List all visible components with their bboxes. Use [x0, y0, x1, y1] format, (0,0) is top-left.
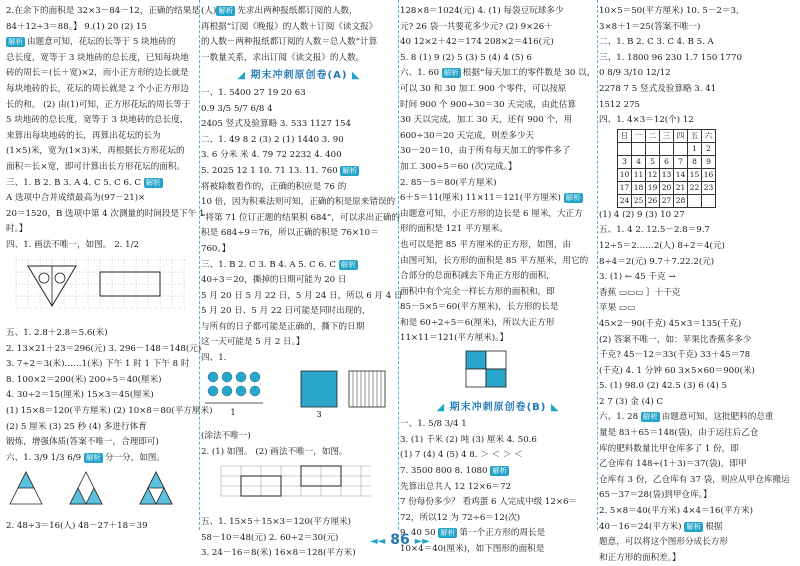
text-line: 40 12×2＋42＝174 208×2＝416(元) [400, 37, 554, 48]
calendar-cell: 19 [646, 181, 660, 194]
text-line: 6＋5＝11(厘米) 11×11＝121(平方厘米) 解析 [400, 193, 581, 204]
text-line: 8÷4＝2(元) 9.7＋7.22.2(元) [599, 256, 715, 267]
calendar-cell: 2 [702, 142, 716, 155]
text-line: 来算出每块地砖的长，再算出花坛的长为 [6, 130, 161, 141]
text-line: 3. 7÷2＝3(米)……1(米) 下午 1 时 1 下午 8 时 [6, 359, 190, 370]
calendar-row [618, 142, 716, 155]
text-line: 时间 900 个 900÷30＝30 天完成，由此估算 [400, 99, 576, 110]
calendar-row [618, 194, 716, 207]
calendar-cell [646, 142, 660, 155]
text-line: 乙仓库有 148÷(1＋3)＝37(袋)，即甲 [599, 459, 747, 470]
analysis-tag: 解析 [686, 521, 702, 531]
text-line: 760。】 [201, 243, 231, 254]
text-line: 3. (1) ← 45 千克 → [599, 272, 676, 283]
text-line: 7. 3500 800 8. 1080 解析 [400, 466, 508, 477]
text-line: 可以 30 和 30 加工 900 个零件，可以按原 [400, 83, 567, 94]
text-line: 也可以是把 85 平方厘米的正方形，如图，由 [400, 239, 572, 250]
text-line: 再根据“订阅《晚报》的人数＋订阅《读文报》 [201, 21, 378, 32]
calendar-cell: 四 [674, 129, 688, 142]
analysis-tag: 解析 [642, 412, 658, 422]
text-line: 解析 由题意可知，花坛的长等于 5 块地砖的 [8, 37, 176, 48]
text-line: 六、1. 28 解析 由题意可知，这批肥料的总重 [599, 412, 774, 423]
section-4: 四、1. [201, 353, 227, 364]
text-line: 由题意可知，小正方形的边长是 6 厘米，大正方 [400, 208, 583, 219]
text-line: 3. 24－16＝8(米) 16×8＝128(平方米) [201, 548, 356, 559]
text-line: 砖的周长＝(长＋宽)×2，而小正方形的边长就是 [6, 68, 189, 79]
text-line: (1) 4 (2) 9 (3) 10 27 [599, 209, 685, 220]
text-line: 由图可知，长方形的面积是 85 平方厘米，用它的 [400, 255, 589, 266]
text-line: 0 8/9 3/10 12/12 [599, 68, 671, 79]
calendar-cell [688, 194, 702, 207]
square-figure [400, 349, 590, 389]
text-line: 五、1. 4 2. 12.5－2.8＝9.7 [599, 225, 710, 236]
text-line: 库的肥料数量比甲仓库多了 1 份，即 [599, 443, 739, 454]
calendar-cell: 11 [632, 168, 646, 181]
calendar-cell: 14 [674, 168, 688, 181]
text-line: 58－10＝48(元) 2. 60÷2＝30(元) [201, 532, 339, 543]
text-line: 将被除数看作的，正确的积应是 76 的 [201, 181, 347, 192]
grid-figure [6, 256, 191, 318]
calendar-cell: 9 [702, 155, 716, 168]
text-line: 40÷3＝20，撕掉的日期可能为 20 日 [201, 275, 347, 286]
calendar-cell [660, 142, 674, 155]
calendar-cell: 25 [632, 194, 646, 207]
text-line: 二、1. B 2. C 3. C 4. B 5. A [599, 37, 714, 48]
text-line: 10 倍，因为积乘法则可知，正确的积是原来错误的 [201, 197, 396, 208]
text-line: 7 份每份多少？ 看鸡蛋 6 人完成中级 12×6＝ [400, 497, 578, 508]
text-line: 量是 83＋65＝148(袋)，由于运往后乙仓 [599, 428, 759, 439]
flower-figure [201, 369, 391, 421]
section-title-b: ◢ 期末冲刺原创卷(B) ◣ [436, 401, 560, 413]
analysis-tag: 解析 [443, 68, 459, 78]
calendar-cell: 23 [702, 181, 716, 194]
text-line: 30 天以完成，加工 30 天，还有 900 个，用 [400, 115, 573, 126]
text-line: 题意，可以将这个图形分成长方形 [599, 537, 728, 548]
calendar-cell: 26 [646, 194, 660, 207]
text-line: 加工 300÷5＝60 (次)完成。】 [400, 161, 517, 172]
analysis-tag: 解析 [8, 37, 23, 47]
calendar-cell: 日 [618, 129, 632, 142]
text-line: 84＋12÷3＝88。】 9.(1) 20 (2) 15 [6, 21, 147, 32]
section-4: 四、1. 画法不唯一，如图。 2. 1/2 [6, 239, 139, 250]
text-line: 0.9 3/5 5/7 6/8 4 [201, 103, 273, 114]
text-line: 六、1. 60 解析 根据“每天加工的零件数是 30 以， [400, 68, 596, 79]
text-line: 2. 13×21＋23＝296(元) 3. 296－148＝148(元) [6, 343, 202, 354]
text-line: (1) 15×8＝120(平方厘米) (2) 10×8＝80(平方厘米) [6, 406, 213, 417]
text-line: 5. 8 (1) 9 (2) 5 (3) 5 (4) 4 (5) 6 [400, 52, 532, 63]
column-divider [199, 0, 200, 530]
text-line: 一数量关系，求出订阅《读文报》的人数。 [201, 52, 365, 63]
text-line: 形的面积是 121 平方厘米。 [400, 224, 508, 235]
calendar-cell: 12 [646, 168, 660, 181]
calendar-table [617, 129, 716, 208]
text-line: 85－5×5＝60(平方厘米)，长方形的长是 [400, 302, 559, 313]
text-line: 11×11＝121(平方厘米)。】 [400, 333, 509, 344]
calendar-cell: 27 [660, 194, 674, 207]
text-line: 2. (1) 如图。 (2) 画法不唯一，如图。 [201, 446, 348, 457]
calendar-row [618, 181, 716, 194]
text-line: 2405 竖式及验算略 3. 533 1127 154 [201, 119, 351, 130]
text-line: 5 月 20 日 5 月 22 日，5 月 24 日，所以 6 月 4 日 [201, 290, 403, 301]
calendar-cell: 8 [688, 155, 702, 168]
text-line: 5. 2025 12 1 10. 71 13. 11. 760 解析 [201, 165, 358, 176]
text-line: 合部分的总面积减去下角正方形的面积， [400, 271, 555, 282]
text-line: 长的和。 (2) 由(1)可知，正方形花坛的周长等于 [6, 99, 191, 110]
text-line: 总长度，宽等于 3 块地砖的总长度，已知每块地 [6, 52, 189, 63]
text-line: 五、1. 15×5＋15×3＝120(平方厘米) [201, 517, 351, 528]
text-line: 和是 60÷2÷5＝6(厘米)，所以大正方形 [400, 317, 555, 328]
calendar-cell: 28 [674, 194, 688, 207]
calendar-cell: 22 [688, 181, 702, 194]
text-line: 积是 684÷9＝76，所以正确的积是 76×10＝ [201, 228, 379, 239]
text-line: 8. 100×2＝200(米) 200÷5＝40(厘米) [6, 374, 162, 385]
calendar-cell: 二 [646, 129, 660, 142]
text-line: 这一天可能是 5 月 2 日。】 [201, 337, 305, 348]
text-line: 40－16＝24(平方米) 解析 根据 [599, 521, 723, 532]
text-line: 2 7 (3) 金 (4) C [599, 396, 664, 407]
text-line: 65－37＝28(袋)到甲仓库。】 [599, 490, 712, 501]
text-line: 5 块地砖的总长度，宽等于 3 块地砖的总长度， [6, 115, 189, 126]
text-line: 128×8＝1024(元) 4. (1) 每袋豆玩球多少 [400, 6, 564, 16]
text-line: 千克? 45－12＝33(千克) 33＋45＝78 [599, 350, 751, 361]
text-line: 面积中有个完全一样长方形的面积和，即 [400, 286, 555, 297]
analysis-tag: 解析 [85, 452, 101, 462]
fraction-label: 3 [316, 409, 322, 419]
text-line: 2.在余下的面积是 32×3－84－12，正确的结果是 [6, 6, 200, 16]
calendar-cell: 17 [618, 181, 632, 194]
calendar-cell [632, 142, 646, 155]
calendar-cell: 21 [674, 181, 688, 194]
text-line: 苹果 ▭▭ [599, 303, 636, 314]
text-line: 3. 6 分米 米 4. 79 72 2232 4. 400 [201, 150, 342, 161]
text-line: 1512 275 [599, 99, 641, 110]
calendar-cell: 五 [688, 129, 702, 142]
analysis-tag: 解析 [492, 466, 508, 476]
calendar-cell: 20 [660, 181, 674, 194]
column-4 [599, 4, 795, 563]
text-line: 600÷30＝20 天完成，则差多少天 [400, 130, 535, 141]
text-line: 2. 5×8＝40(平方米) 4×4＝16(平方米) [599, 506, 753, 517]
text-line: 10×5＝50(平方厘米) 10. 5－2＝3， [599, 6, 745, 16]
text-line: (1×5)米，宽为(1×3)米，再根据长方形花坛的 [6, 146, 185, 157]
calendar-cell: 5 [646, 155, 660, 168]
calendar-cell: 18 [632, 181, 646, 194]
text-line: 2278 7 5 竖式及验算略 3. 41 [599, 83, 717, 94]
calendar-row [618, 168, 716, 181]
calendar-cell: 六 [702, 129, 716, 142]
text-line: (涂法不唯一) [201, 431, 251, 442]
text-line: “将第 71 位订正题的结果积 684”，可以求出正确的 [201, 212, 401, 223]
calendar-cell [618, 142, 632, 155]
text-line: 12÷5＝2……2(人) 8÷2＝4(元) [599, 240, 725, 251]
text-line: 二、1. 49 8 2 (3) 2 (1) 1440 3. 90 [201, 134, 344, 145]
text-line: 一、1. 5/8 3/4 1 [400, 419, 467, 430]
text-line: 四、1. 4×3＝12(个) 12 [599, 115, 694, 126]
text-line: 五、1. 2.8＋2.8＝5.6(米) [6, 328, 108, 339]
text-line: 香蕉 ▭▭▭ ｝十千克 [599, 287, 681, 298]
triangle-figure [6, 468, 191, 510]
text-line: (人) 解析 先求出两种报纸都订阅的人数， [201, 6, 358, 16]
calendar-header-row [618, 129, 716, 142]
text-line: 30－20＝10，由于所有每天加工的零件多了 [400, 146, 571, 157]
page-footer [0, 532, 800, 548]
text-line: 一、1. 5400 27 19 20 63 [201, 87, 306, 98]
analysis-tag: 解析 [565, 193, 581, 203]
column-1 [6, 4, 213, 532]
text-line: (2) 5 厘米 (3) 25 秒 (4) 多进行体育 [6, 421, 147, 432]
text-line: 9. 40 50 解析 第一个正方形的周长是 [400, 528, 546, 539]
analysis-tag: 解析 [340, 259, 356, 269]
text-line: A 选项中合并成绩最高为(97－21)× [6, 193, 146, 204]
text-line: 三、1. 1800 96 230 1.7 150 1770 [599, 52, 742, 63]
text-line: (2) 答案不唯一，如：苹果比香蕉多多少 [599, 334, 752, 345]
text-line: 元? 26 袋一共要花多少元? (2) 9×26＋ [400, 21, 553, 32]
grid-figure-2 [201, 462, 391, 506]
calendar-cell: 一 [632, 129, 646, 142]
text-line: 与所有的日子都可能是正确的，撕下的日期 [201, 321, 365, 332]
analysis-tag: 解析 [440, 528, 456, 538]
text-line: 3. (1) 千米 (2) 吨 (3) 厘米 4. 50.6 [400, 434, 537, 445]
calendar-cell: 16 [702, 168, 716, 181]
section-3: 三、1. B 2. C 3. B 4. A 5. C 6. C 解析 [201, 259, 356, 270]
text-line: (1) 7 (4) 4 (5) 4 8. ＞ ＜ ＞ ＜ [400, 450, 523, 461]
section-title-a: ◢ 期末冲刺原创卷(A) ◣ [237, 70, 361, 82]
text-line: 锻炼，增强体质(答案不唯一，合理即可) [6, 437, 159, 448]
prev-arrow-icon: ◄◄ [369, 536, 386, 547]
text-line: 20＝1520，B 选项中第 4 次测量的时间段是下午 1 [6, 208, 205, 219]
text-line: 面积＝长×宽，即可计算出长方形花坛的面积。 [6, 161, 186, 172]
text-line: 和正方形的面积差。】 [599, 552, 681, 563]
analysis-tag: 解析 [218, 6, 234, 15]
analysis-tag: 解析 [342, 165, 358, 175]
calendar-cell: 7 [674, 155, 688, 168]
calendar-row [618, 155, 716, 168]
text-line: 3×8＋1＝25(答案不唯一) [599, 21, 701, 32]
text-line: 2. 48÷3＝16(人) 48－27＋18＝39 [6, 521, 148, 532]
text-line: 72，所以12 为 72÷6＝12(次) [400, 512, 521, 523]
calendar-cell: 6 [660, 155, 674, 168]
next-arrow-icon: ►► [414, 536, 430, 547]
section-6: 六、1. 3/9 1/3 6/9 解析 分一分，如图。 [6, 452, 165, 463]
text-line: 10×4＝40(厘米)，如下图形的面积是 [400, 544, 545, 554]
text-line: 5 月 20 日、5 月 22 日可能是同时出现的， [201, 306, 371, 317]
calendar-cell [674, 142, 688, 155]
calendar-cell: 24 [618, 194, 632, 207]
column-divider [597, 0, 598, 530]
text-line: 每块地砖的长，花坛的周长就是 2 个小正方形边 [6, 83, 189, 94]
text-line: (千克) 4. 1 分钟 60 3×5×60＝900(米) [599, 365, 755, 376]
calendar-cell: 13 [660, 168, 674, 181]
text-line: 的人数－两种报纸都订阅的人数＝总人数”计算 [201, 37, 378, 48]
section-3: 三、1. B 2. B 3. A 4. C 5. C 6. C 解析 [6, 177, 161, 188]
calendar-cell: 4 [632, 155, 646, 168]
text-line: 先算出总共人 12 12×6＝72 [400, 481, 512, 492]
text-line: 5. (1) 98.0 (2) 42.5 (3) 6 (4) 5 [599, 381, 727, 392]
calendar-cell: 3 [618, 155, 632, 168]
text-line: 仓库有 3 份，乙仓库有 37 袋，则应从甲仓库搬运 [599, 474, 790, 485]
text-line: 4. 30÷2＝15(厘米) 15×3＝45(厘米) [6, 390, 154, 401]
calendar-cell: 10 [618, 168, 632, 181]
column-divider [398, 0, 399, 530]
calendar-cell [702, 194, 716, 207]
page-number: 86 [390, 532, 410, 548]
text-line: 45×2－90(千克) 45×3＝135(千克) [599, 318, 742, 329]
calendar-cell: 15 [688, 168, 702, 181]
text-line: 时。】 [6, 224, 28, 235]
calendar-cell: 1 [688, 142, 702, 155]
analysis-tag: 解析 [145, 177, 161, 187]
fraction-label: 1 [230, 407, 236, 417]
text-line: 2. 85－5＝80(平方厘米) [400, 177, 497, 188]
calendar-cell: 三 [660, 129, 674, 142]
